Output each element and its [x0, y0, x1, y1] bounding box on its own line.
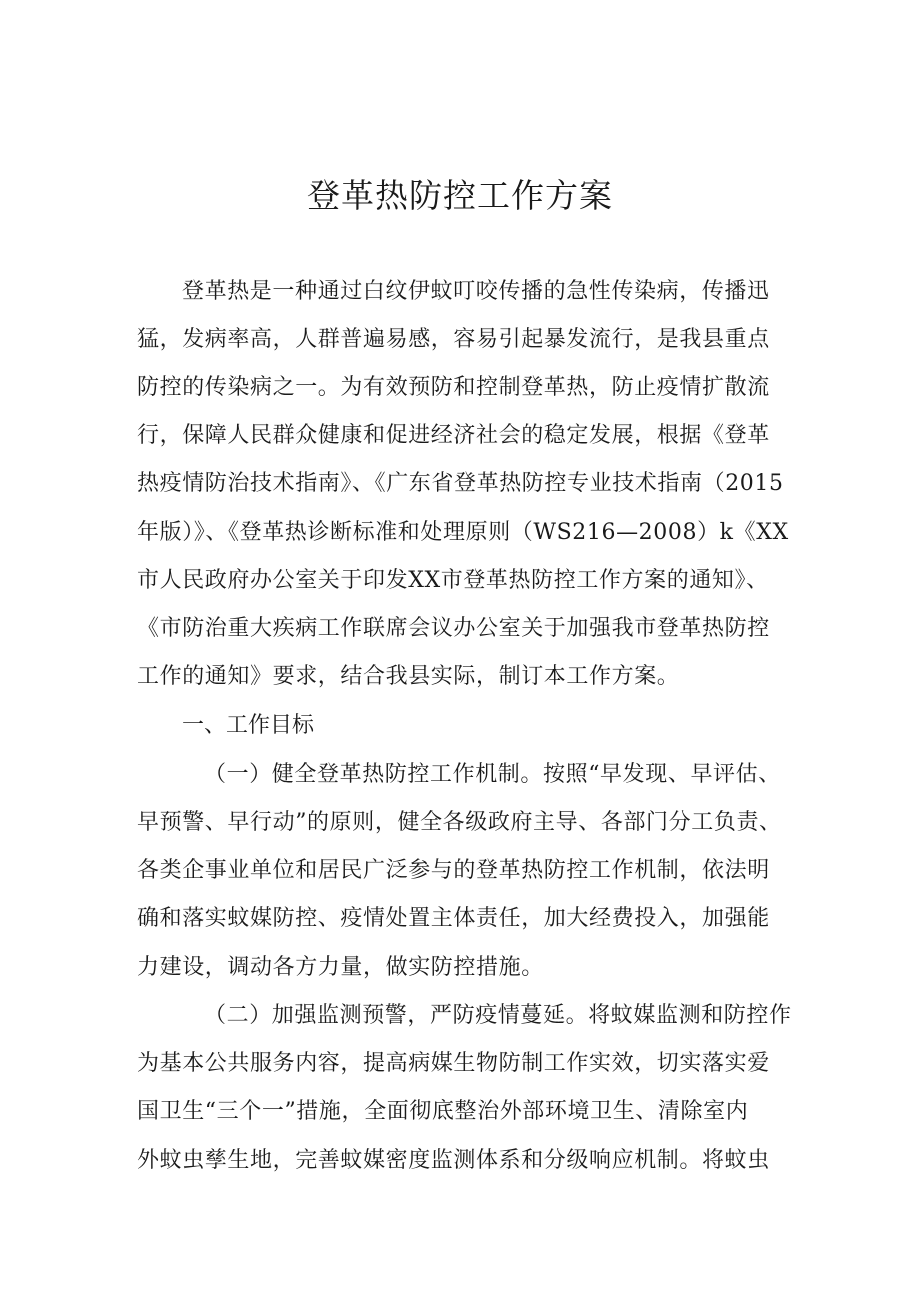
intro-line: 热疫情防治技术指南》、《广东省登革热防控专业技术指南（2015	[137, 471, 784, 496]
intro-line: 年版）》、《登革热诊断标准和处理原则（WS216—2008）k《XX	[137, 520, 789, 545]
intro-line: 防控的传染病之一。为有效预防和控制登革热，防止疫情扩散流	[137, 375, 770, 400]
intro-line: 登革热是一种通过白纹伊蚊叮咬传播的急性传染病，传播迅	[182, 279, 770, 304]
document-title: 登革热防控工作方案	[307, 176, 613, 215]
item1-line: 确和落实蚊媒防控、疫情处置主体责任，加大经费投入，加强能	[137, 906, 770, 931]
item2-line: 国卫生“三个一”措施，全面彻底整治外部环境卫生、清除室内	[137, 1099, 749, 1124]
section-heading: 一、工作目标	[182, 713, 315, 738]
intro-line: 《市防治重大疾病工作联席会议办公室关于加强我市登革热防控	[137, 616, 770, 641]
item2-line: 外蚊虫孳生地，完善蚊媒密度监测体系和分级响应机制。将蚊虫	[137, 1148, 770, 1173]
item1-line: （一）健全登革热防控工作机制。按照“早发现、早评估、	[204, 762, 781, 787]
item1-line: 各类企事业单位和居民广泛参与的登革热防控工作机制，依法明	[137, 858, 770, 883]
item2-line: 为基本公共服务内容，提高病媒生物防制工作实效，切实落实爱	[137, 1051, 770, 1076]
intro-line: 猛，发病率高，人群普遍易感，容易引起暴发流行，是我县重点	[137, 327, 770, 352]
intro-line: 行，保障人民群众健康和促进经济社会的稳定发展，根据《登革	[137, 423, 770, 448]
item1-line: 力建设，调动各方力量，做实防控措施。	[137, 955, 544, 980]
item2-line: （二）加强监测预警，严防疫情蔓延。将蚊媒监测和防控作	[204, 1003, 792, 1028]
intro-line: 市人民政府办公室关于印发XX市登革热防控工作方案的通知》、	[137, 568, 769, 593]
item1-line: 早预警、早行动”的原则，健全各级政府主导、各部门分工负责、	[137, 810, 782, 835]
intro-line: 工作的通知》要求，结合我县实际，制订本工作方案。	[137, 664, 680, 689]
